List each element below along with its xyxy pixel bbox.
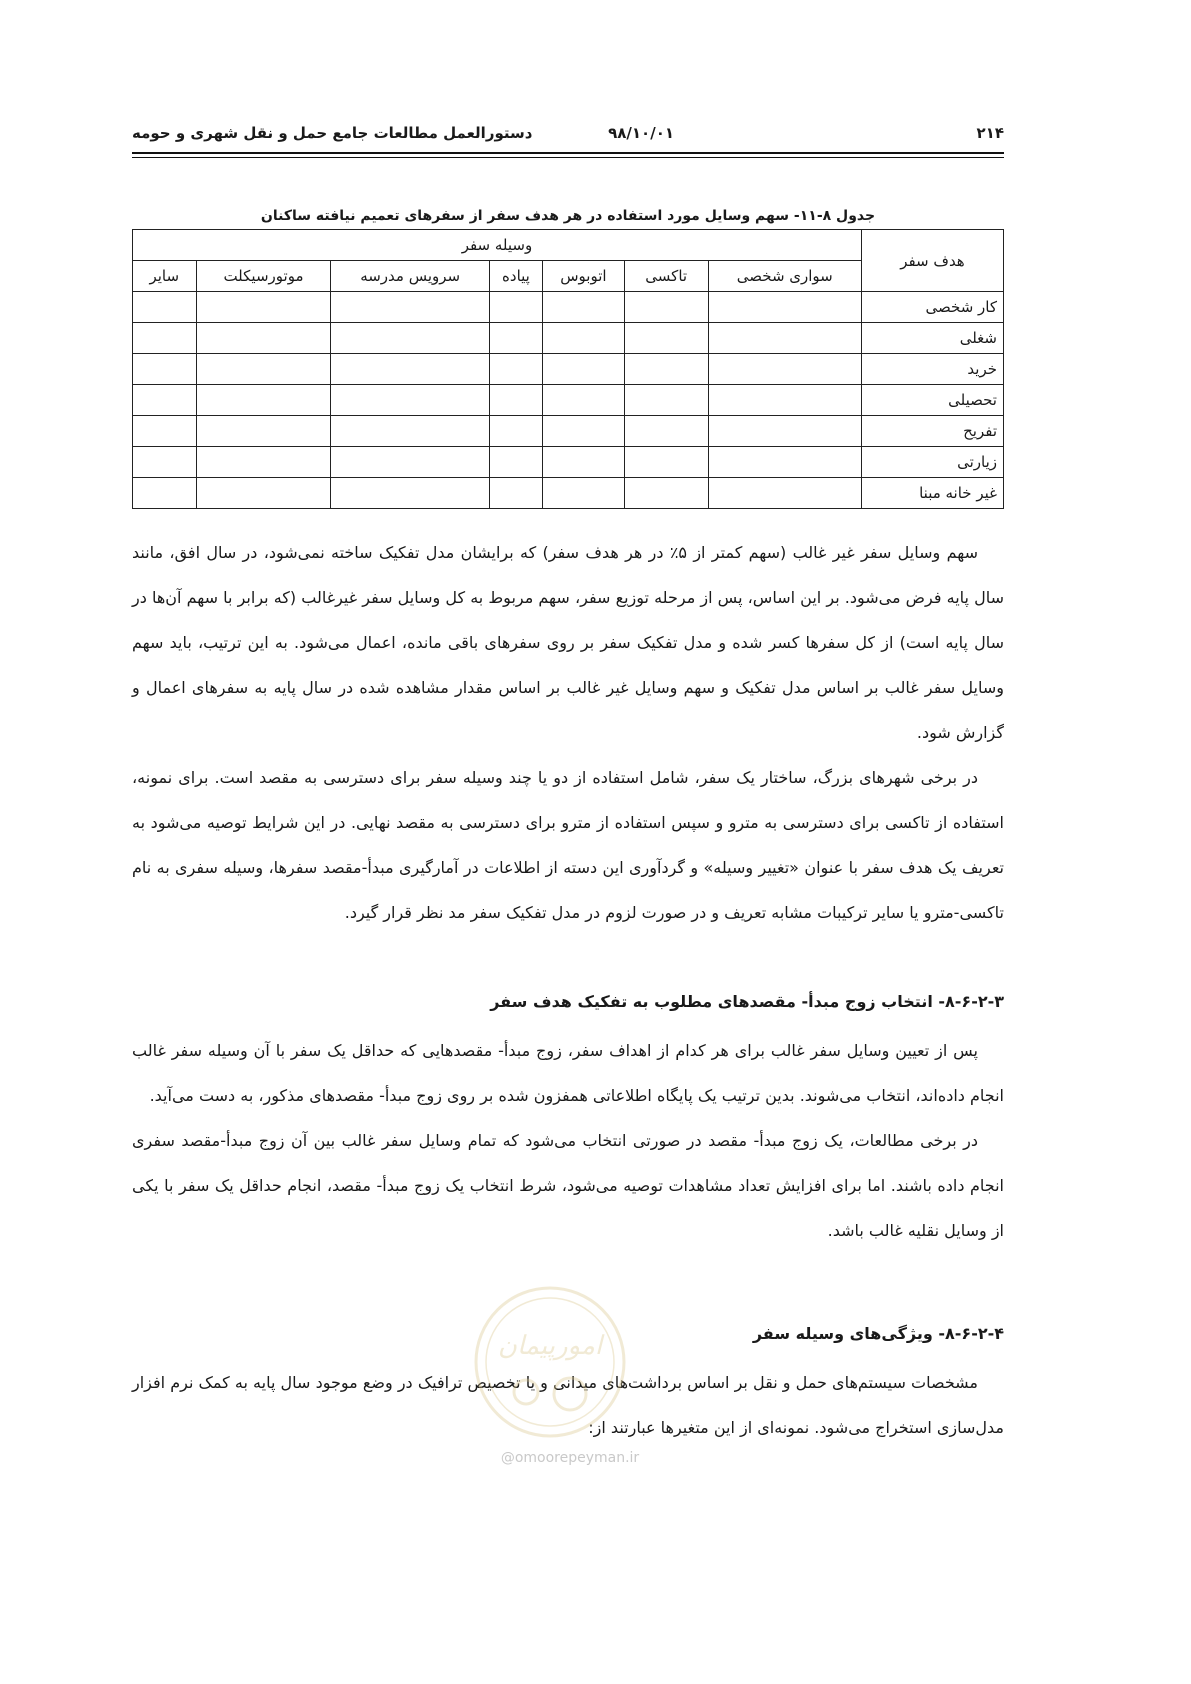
column-header: سواری شخصی [708, 261, 861, 292]
table-row [133, 447, 1004, 478]
watermark-url: @omoorepeyman.ir [500, 1450, 640, 1466]
table-cell [133, 323, 197, 354]
table-cell [196, 354, 331, 385]
row-label: غیر خانه مبنا [861, 478, 1003, 509]
row-label: کار شخصی [861, 292, 1003, 323]
section-heading-8-6-2-3: ۸-۶-۲-۳- انتخاب زوج مبدأ- مقصدهای مطلوب به تفکیک هدف سفر [490, 992, 1004, 1011]
table-cell [624, 385, 708, 416]
paragraph: در برخی شهرهای بزرگ، ساختار یک سفر، شامل استفاده از دو یا چند وسیله سفر برای دسترسی به مقصد است. برای نمونه، استفاده از تاکسی برای دسترسی به مترو و سپس استفاده از مترو برای دسترسی به مقصد نهایی. در این شرایط توصیه می‌شود به تعریف یک هدف سفر با عنوان «تغییر وسیله» و گردآوری این دسته از اطلاعات در آمارگیری مبدأ-مقصد سفرها، وسیله سفری به نام تاکسی-مترو یا سایر ترکیبات مشابه تعریف و در صورت لزوم در مدل تفکیک سفر مد نظر قرار گیرد. [132, 768, 1004, 922]
table-cell [708, 292, 861, 323]
table-cell [489, 292, 542, 323]
table-cell [543, 323, 625, 354]
column-header: موتورسیکلت [196, 261, 331, 292]
header-rule-thin [132, 157, 1004, 158]
table-cell [624, 292, 708, 323]
paragraph: سهم وسایل سفر غیر غالب (سهم کمتر از ۵٪ در هر هدف سفر) که برایشان مدل تفکیک ساخته نمی‌شود، در سال افق، مانند سال پایه فرض می‌شود. بر این اساس، پس از مرحله توزیع سفر، سهم مربوط به کل وسایل سفر غیرغالب (که برابر با سهم آن‌ها در سال پایه است) از کل سفرها کسر شده و مدل تفکیک سفر بر روی سفرهای باقی مانده، اعمال می‌شود. به این ترتیب، باید سهم وسایل سفر غالب بر اساس مدل تفکیک و سهم وسایل غیر غالب بر اساس مقدار مشاهده شده در سال پایه به سفرهای اعمال و گزارش شود. [132, 543, 1004, 742]
table-cell [708, 416, 861, 447]
table-row [133, 292, 1004, 323]
table-cell [133, 385, 197, 416]
table-cell [624, 323, 708, 354]
body-section-1 [132, 530, 1004, 935]
table-cell [196, 416, 331, 447]
table-cell [196, 478, 331, 509]
watermark-logo-icon [470, 1282, 630, 1442]
table-cell [133, 478, 197, 509]
row-label: شغلی [861, 323, 1003, 354]
table-cell [543, 416, 625, 447]
table-cell [196, 447, 331, 478]
row-label: تحصیلی [861, 385, 1003, 416]
table-cell [331, 478, 489, 509]
table-cell [708, 323, 861, 354]
table-cell [196, 385, 331, 416]
table-row [133, 478, 1004, 509]
table-cell [543, 478, 625, 509]
column-header: اتوبوس [543, 261, 625, 292]
table-cell [624, 354, 708, 385]
document-title: دستورالعمل مطالعات جامع حمل و نقل شهری و حومه [132, 124, 533, 142]
table-cell [708, 447, 861, 478]
paragraph: پس از تعیین وسایل سفر غالب برای هر کدام از اهداف سفر، زوج مبدأ- مقصدهایی که حداقل یک سفر با آن وسیله سفر غالب انجام داده‌اند، انتخاب می‌شوند. بدین ترتیب یک پایگاه اطلاعاتی همفزون شده بر روی زوج مبدأ- مقصدهای مذکور، به دست می‌آید. [132, 1041, 1004, 1105]
table-cell [133, 416, 197, 447]
row-label: خرید [861, 354, 1003, 385]
header-rule-thick [132, 152, 1004, 154]
body-section-2 [132, 1028, 1004, 1253]
table-cell [489, 323, 542, 354]
column-header: سرویس مدرسه [331, 261, 489, 292]
table-cell [133, 354, 197, 385]
column-header: سایر [133, 261, 197, 292]
row-label: زیارتی [861, 447, 1003, 478]
table-cell [331, 292, 489, 323]
table-cell [543, 292, 625, 323]
table-row [133, 416, 1004, 447]
table-cell [708, 478, 861, 509]
column-header: تاکسی [624, 261, 708, 292]
paragraph: مشخصات سیستم‌های حمل و نقل بر اساس برداشت‌های میدانی و یا تخصیص ترافیک در وضع موجود سال پایه به کمک نرم افزار مدل‌سازی استخراج می‌شود. نمونه‌ای از این متغیرها عبارتند از: [132, 1373, 1004, 1437]
table-cell [489, 385, 542, 416]
row-label: تفریح [861, 416, 1003, 447]
table-cell [489, 416, 542, 447]
table-cell [331, 323, 489, 354]
table-cell [543, 447, 625, 478]
table-cell [133, 292, 197, 323]
table-cell [133, 447, 197, 478]
table-cell [331, 447, 489, 478]
mode-share-table [132, 229, 1004, 509]
table-cell [624, 447, 708, 478]
table-row [133, 323, 1004, 354]
paragraph: در برخی مطالعات، یک زوج مبدأ- مقصد در صورتی انتخاب می‌شود که تمام وسایل سفر غالب بین آن زوج مبدأ-مقصد سفری انجام داده باشند. اما برای افزایش تعداد مشاهدات توصیه می‌شود، شرط انتخاب یک زوج مبدأ- مقصد، انجام حداقل یک سفر با یکی از وسایل نقلیه غالب باشد. [132, 1131, 1004, 1240]
table-cell [489, 478, 542, 509]
table-cell [708, 354, 861, 385]
table-cell [624, 478, 708, 509]
table-row [133, 354, 1004, 385]
table-cell [331, 385, 489, 416]
page-header [132, 124, 1004, 150]
table-cell [196, 323, 331, 354]
table-cell [543, 354, 625, 385]
group-header-travel-mode: وسیله سفر [133, 230, 862, 261]
table-cell [331, 354, 489, 385]
table-cell [624, 416, 708, 447]
section-heading-8-6-2-4: ۸-۶-۲-۴- ویژگی‌های وسیله سفر [752, 1324, 1004, 1343]
row-header-trip-purpose: هدف سفر [861, 230, 1003, 292]
table-row [133, 385, 1004, 416]
page-number: ۲۱۴ [976, 124, 1004, 142]
svg-text:امورپیمان: امورپیمان [497, 1331, 603, 1361]
column-header: پیاده [489, 261, 542, 292]
table-cell [708, 385, 861, 416]
header-date: ۹۸/۱۰/۰۱ [608, 124, 674, 142]
table-cell [331, 416, 489, 447]
table-cell [196, 292, 331, 323]
table-cell [489, 447, 542, 478]
table-cell [543, 385, 625, 416]
table-caption: جدول ۸-۱۱- سهم وسایل مورد استفاده در هر هدف سفر از سفرهای تعمیم نیافته ساکنان [260, 208, 876, 224]
table-cell [489, 354, 542, 385]
